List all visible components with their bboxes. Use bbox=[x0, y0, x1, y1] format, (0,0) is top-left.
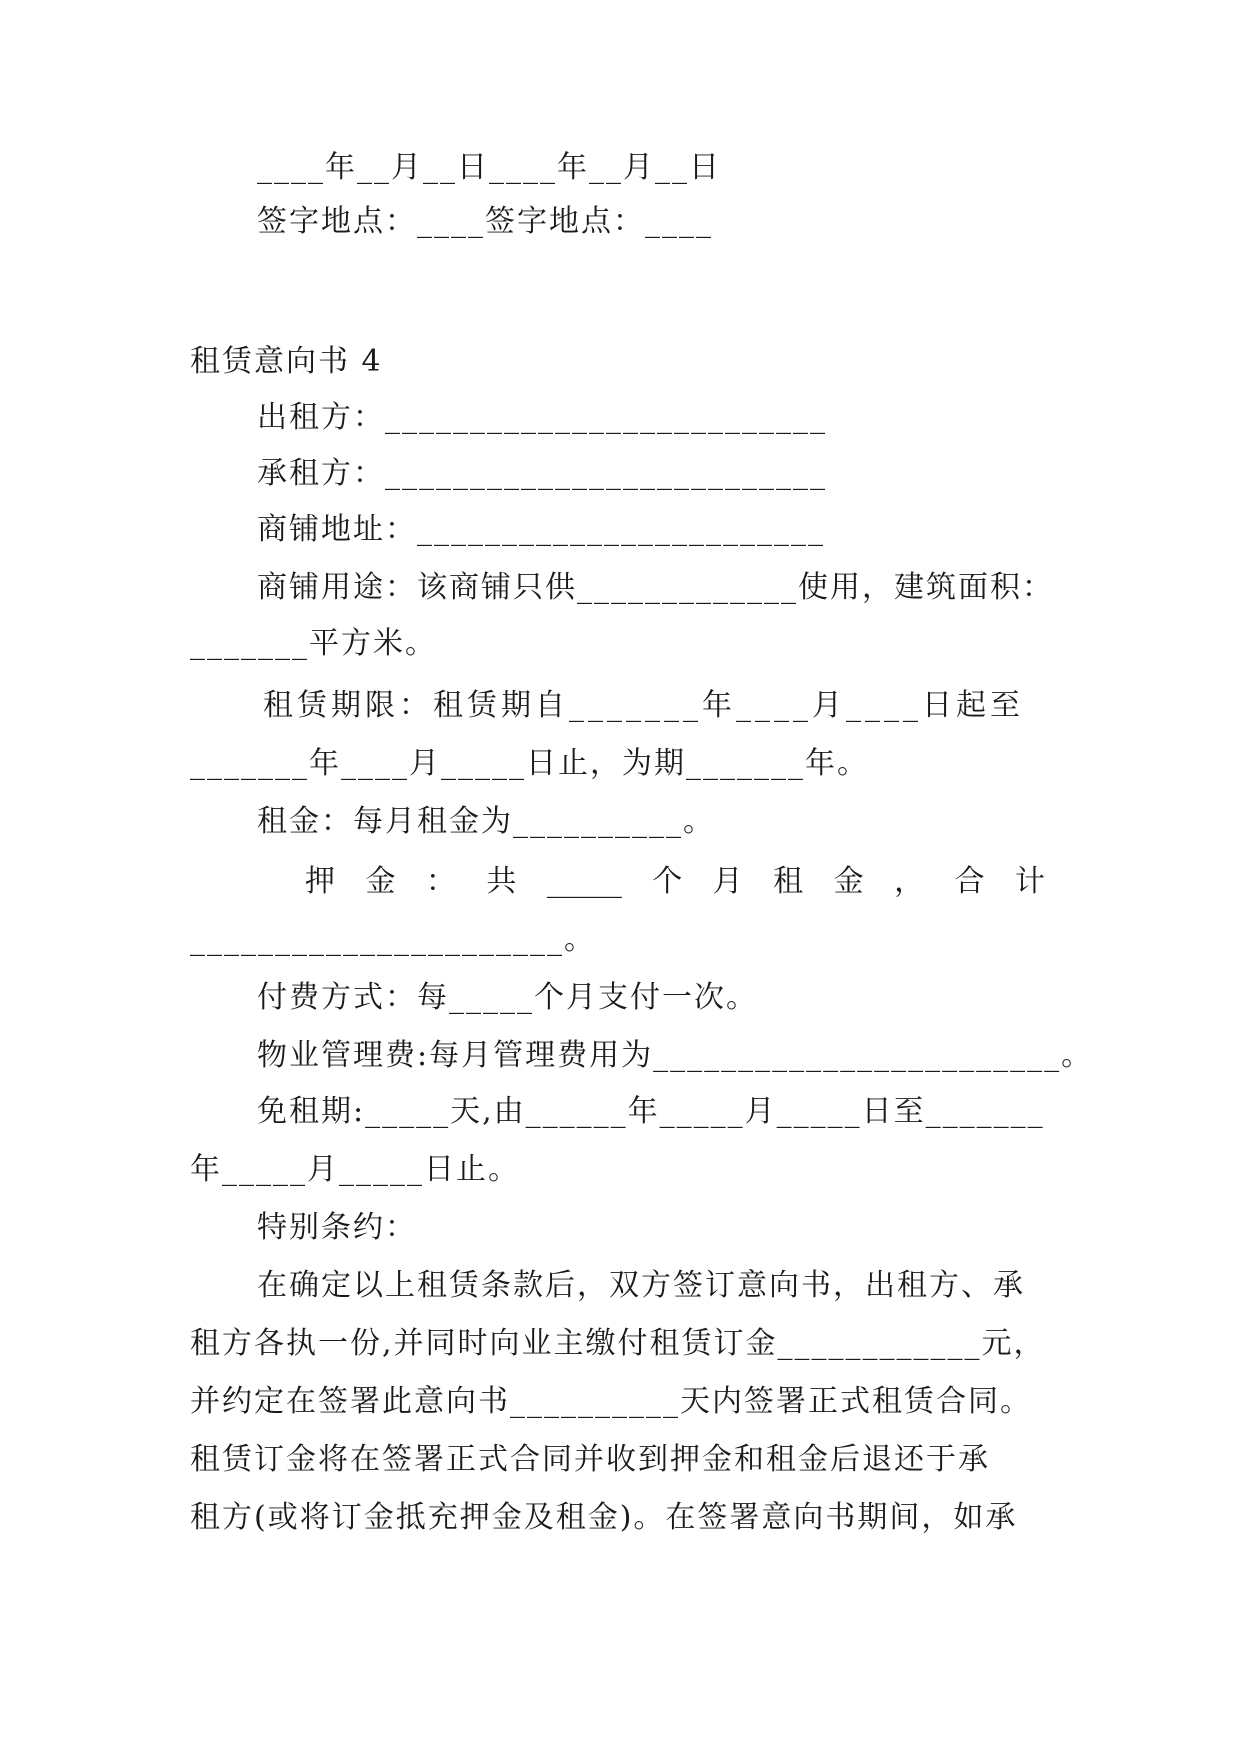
payment-line: 付费方式：每_____个月支付一次。 bbox=[257, 980, 758, 1015]
paragraph-line: 在确定以上租赁条款后，双方签订意向书，出租方、承 bbox=[257, 1268, 1025, 1303]
deposit-word: 个 bbox=[652, 864, 683, 899]
property-fee-line: 物业管理费:每月管理费用为________________________。 bbox=[257, 1038, 1094, 1073]
deposit-word: 月 bbox=[712, 864, 743, 899]
paragraph-line: 并约定在签署此意向书__________天内签署正式租赁合同。 bbox=[190, 1384, 1032, 1419]
sign-date-line: ____年__月__日____年__月__日 bbox=[257, 150, 721, 185]
paragraph-line: 租方(或将订金抵充押金及租金)。在签署意向书期间，如承 bbox=[190, 1500, 1018, 1535]
shop-address-line: 商铺地址：________________________ bbox=[257, 512, 825, 547]
deposit-word: 计 bbox=[1014, 864, 1045, 899]
deposit-word: 金 bbox=[365, 864, 396, 899]
deposit-word: 押 bbox=[305, 864, 335, 899]
lessee-line: 承租方：__________________________ bbox=[257, 456, 827, 491]
shop-use-line-2: _______平方米。 bbox=[190, 626, 437, 661]
rent-free-line-2: 年_____月_____日止。 bbox=[190, 1152, 520, 1187]
deposit-line-2: ______________________。 bbox=[190, 922, 596, 957]
section-title: 租赁意向书 4 bbox=[190, 344, 383, 379]
deposit-line-1 bbox=[305, 862, 1045, 902]
deposit-blank: _____ bbox=[546, 864, 622, 899]
sign-place-line: 签字地点：____签字地点：____ bbox=[257, 204, 713, 239]
rent-free-line-1: 免租期:_____天,由______年_____月_____日至_______ bbox=[257, 1094, 1045, 1129]
deposit-word: 金 bbox=[833, 864, 864, 899]
deposit-word: 租 bbox=[773, 864, 804, 899]
deposit-word: ， bbox=[894, 864, 925, 899]
paragraph-line: 租赁订金将在签署正式合同并收到押金和租金后退还于承 bbox=[190, 1442, 990, 1477]
deposit-word: 共 bbox=[486, 864, 517, 899]
deposit-word: ： bbox=[425, 864, 456, 899]
lessor-line: 出租方：__________________________ bbox=[257, 400, 827, 435]
deposit-word: 合 bbox=[954, 864, 985, 899]
shop-use-line-1: 商铺用途：该商铺只供_____________使用，建筑面积： bbox=[257, 570, 1054, 605]
lease-term-line-1: 租赁期限：租赁期自_______年____月____日起至 bbox=[263, 688, 1024, 723]
rent-line: 租金：每月租金为__________。 bbox=[257, 804, 715, 839]
lease-term-line-2: _______年____月_____日止，为期_______年。 bbox=[190, 746, 869, 781]
paragraph-line: 租方各执一份,并同时向业主缴付租赁订金____________元， bbox=[190, 1326, 1046, 1361]
special-terms-heading: 特别条约： bbox=[257, 1210, 417, 1245]
